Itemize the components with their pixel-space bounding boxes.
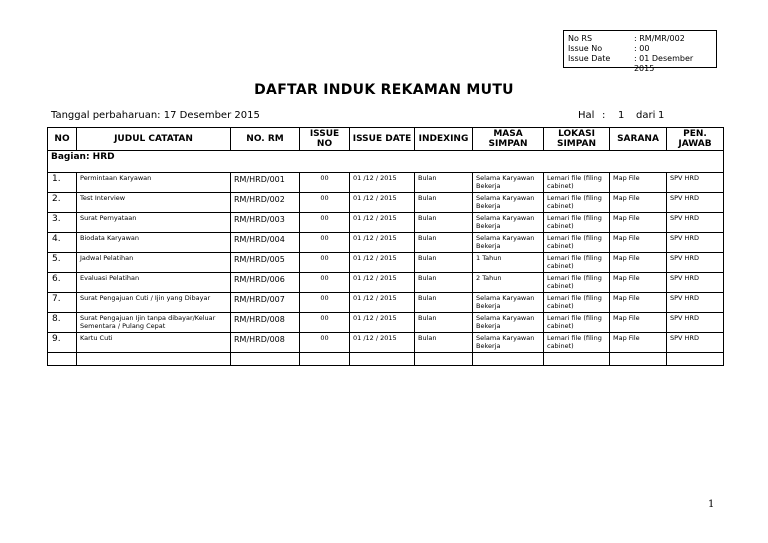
section-label: Bagian: HRD [48, 151, 724, 173]
row-no: 2. [48, 193, 77, 213]
blank-cell [48, 353, 77, 366]
blank-cell [610, 353, 667, 366]
row-no-rm: RM/HRD/005 [231, 253, 300, 273]
col-header-no: NO [48, 128, 77, 151]
row-judul: Surat Pengajuan Cuti / Ijin yang Dibayar [77, 293, 231, 313]
row-issue-no: 00 [300, 193, 350, 213]
row-masa-simpan: 1 Tahun [473, 253, 544, 273]
page-total: 1 [658, 110, 665, 121]
doc-info-value: : RM/MR/002 [634, 34, 685, 43]
row-sarana: Map File [610, 173, 667, 193]
row-no: 1. [48, 173, 77, 193]
document-title: DAFTAR INDUK REKAMAN MUTU [254, 82, 514, 98]
doc-info-row [568, 44, 716, 54]
doc-info-key: Issue No [568, 44, 603, 53]
row-issue-date: 01 /12 / 2015 [350, 233, 415, 253]
row-pen-jawab: SPV HRD [667, 253, 724, 273]
section-row [48, 151, 724, 173]
row-masa-simpan: Selama Karyawan Bekerja [473, 313, 544, 333]
row-judul: Biodata Karyawan [77, 233, 231, 253]
row-pen-jawab: SPV HRD [667, 213, 724, 233]
row-sarana: Map File [610, 333, 667, 353]
row-sarana: Map File [610, 253, 667, 273]
page-indicator [578, 110, 664, 121]
page-of-label: dari [636, 110, 656, 121]
row-no: 3. [48, 213, 77, 233]
col-header-lokasi-simpan: LOKASI SIMPAN [544, 128, 610, 151]
row-no: 8. [48, 313, 77, 333]
table-header-row [48, 128, 724, 151]
row-no: 5. [48, 253, 77, 273]
blank-cell [77, 353, 231, 366]
row-lokasi-simpan: Lemari file (filing cabinet) [544, 333, 610, 353]
row-indexing: Bulan [415, 213, 473, 233]
row-indexing: Bulan [415, 313, 473, 333]
row-lokasi-simpan: Lemari file (filing cabinet) [544, 313, 610, 333]
row-judul: Permintaan Karyawan [77, 173, 231, 193]
row-lokasi-simpan: Lemari file (filing cabinet) [544, 173, 610, 193]
update-date: Tanggal perbaharuan: 17 Desember 2015 [51, 110, 260, 121]
row-issue-no: 00 [300, 333, 350, 353]
col-header-no-rm: NO. RM [231, 128, 300, 151]
doc-info-row [568, 54, 716, 74]
blank-cell [300, 353, 350, 366]
row-pen-jawab: SPV HRD [667, 293, 724, 313]
row-issue-no: 00 [300, 253, 350, 273]
table-row [48, 233, 724, 253]
table-row [48, 213, 724, 233]
row-masa-simpan: Selama Karyawan Bekerja [473, 233, 544, 253]
row-indexing: Bulan [415, 253, 473, 273]
row-lokasi-simpan: Lemari file (filing cabinet) [544, 213, 610, 233]
row-indexing: Bulan [415, 173, 473, 193]
row-sarana: Map File [610, 313, 667, 333]
row-issue-no: 00 [300, 273, 350, 293]
blank-row [48, 353, 724, 366]
table-row [48, 273, 724, 293]
row-no-rm: RM/HRD/001 [231, 173, 300, 193]
row-judul: Evaluasi Pelatihan [77, 273, 231, 293]
row-issue-no: 00 [300, 233, 350, 253]
table-row [48, 193, 724, 213]
row-issue-date: 01 /12 / 2015 [350, 273, 415, 293]
table-row [48, 293, 724, 313]
row-no-rm: RM/HRD/003 [231, 213, 300, 233]
row-indexing: Bulan [415, 293, 473, 313]
row-indexing: Bulan [415, 273, 473, 293]
row-sarana: Map File [610, 193, 667, 213]
row-pen-jawab: SPV HRD [667, 233, 724, 253]
row-issue-date: 01 /12 / 2015 [350, 173, 415, 193]
row-sarana: Map File [610, 233, 667, 253]
row-no: 9. [48, 333, 77, 353]
page-colon: : [602, 110, 606, 121]
row-sarana: Map File [610, 273, 667, 293]
page-hal-label: Hal [578, 110, 595, 121]
row-issue-date: 01 /12 / 2015 [350, 213, 415, 233]
row-indexing: Bulan [415, 333, 473, 353]
col-header-issue-date: ISSUE DATE [350, 128, 415, 151]
row-masa-simpan: Selama Karyawan Bekerja [473, 173, 544, 193]
row-sarana: Map File [610, 293, 667, 313]
records-table [47, 127, 724, 366]
blank-cell [231, 353, 300, 366]
row-no-rm: RM/HRD/002 [231, 193, 300, 213]
blank-cell [350, 353, 415, 366]
page-current: 1 [618, 110, 625, 121]
row-lokasi-simpan: Lemari file (filing cabinet) [544, 253, 610, 273]
doc-info-value: : 00 [634, 44, 650, 53]
row-pen-jawab: SPV HRD [667, 193, 724, 213]
doc-info-value: : 01 Desember 2015 [633, 54, 694, 73]
table-row [48, 333, 724, 353]
col-header-issue-no: ISSUE NO [300, 128, 350, 151]
row-pen-jawab: SPV HRD [667, 333, 724, 353]
row-lokasi-simpan: Lemari file (filing cabinet) [544, 233, 610, 253]
row-no-rm: RM/HRD/008 [231, 333, 300, 353]
row-pen-jawab: SPV HRD [667, 273, 724, 293]
row-issue-no: 00 [300, 213, 350, 233]
blank-cell [415, 353, 473, 366]
row-judul: Surat Pernyataan [77, 213, 231, 233]
table-row [48, 173, 724, 193]
row-lokasi-simpan: Lemari file (filing cabinet) [544, 293, 610, 313]
row-no-rm: RM/HRD/007 [231, 293, 300, 313]
document-info-box [563, 30, 717, 73]
row-judul: Surat Pengajuan Ijin tanpa dibayar/Keluar Sementara / Pulang Cepat [77, 313, 231, 333]
row-lokasi-simpan: Lemari file (filing cabinet) [544, 193, 610, 213]
table-row [48, 313, 724, 333]
blank-cell [473, 353, 544, 366]
row-no-rm: RM/HRD/006 [231, 273, 300, 293]
row-judul: Jadwal Pelatihan [77, 253, 231, 273]
row-issue-date: 01 /12 / 2015 [350, 193, 415, 213]
row-pen-jawab: SPV HRD [667, 313, 724, 333]
row-masa-simpan: Selama Karyawan Bekerja [473, 293, 544, 313]
row-masa-simpan: Selama Karyawan Bekerja [473, 193, 544, 213]
col-header-judul: JUDUL CATATAN [77, 128, 231, 151]
blank-cell [544, 353, 610, 366]
row-indexing: Bulan [415, 233, 473, 253]
row-issue-date: 01 /12 / 2015 [350, 293, 415, 313]
row-masa-simpan: Selama Karyawan Bekerja [473, 213, 544, 233]
row-no-rm: RM/HRD/008 [231, 313, 300, 333]
doc-info-row [568, 34, 716, 44]
row-no-rm: RM/HRD/004 [231, 233, 300, 253]
row-lokasi-simpan: Lemari file (filing cabinet) [544, 273, 610, 293]
page-number: 1 [708, 499, 715, 510]
row-masa-simpan: Selama Karyawan Bekerja [473, 333, 544, 353]
row-no: 7. [48, 293, 77, 313]
row-sarana: Map File [610, 213, 667, 233]
row-pen-jawab: SPV HRD [667, 173, 724, 193]
col-header-sarana: SARANA [610, 128, 667, 151]
row-indexing: Bulan [415, 193, 473, 213]
row-judul: Kartu Cuti [77, 333, 231, 353]
row-issue-no: 00 [300, 313, 350, 333]
col-header-indexing: INDEXING [415, 128, 473, 151]
row-masa-simpan: 2 Tahun [473, 273, 544, 293]
row-judul: Test Interview [77, 193, 231, 213]
table-row [48, 253, 724, 273]
row-no: 6. [48, 273, 77, 293]
row-issue-date: 01 /12 / 2015 [350, 333, 415, 353]
row-issue-no: 00 [300, 293, 350, 313]
row-issue-no: 00 [300, 173, 350, 193]
blank-cell [667, 353, 724, 366]
col-header-pen-jawab: PEN. JAWAB [667, 128, 724, 151]
doc-info-key: No RS [568, 34, 593, 43]
row-issue-date: 01 /12 / 2015 [350, 253, 415, 273]
col-header-masa-simpan: MASA SIMPAN [473, 128, 544, 151]
doc-info-key: Issue Date [568, 54, 611, 63]
row-no: 4. [48, 233, 77, 253]
row-issue-date: 01 /12 / 2015 [350, 313, 415, 333]
